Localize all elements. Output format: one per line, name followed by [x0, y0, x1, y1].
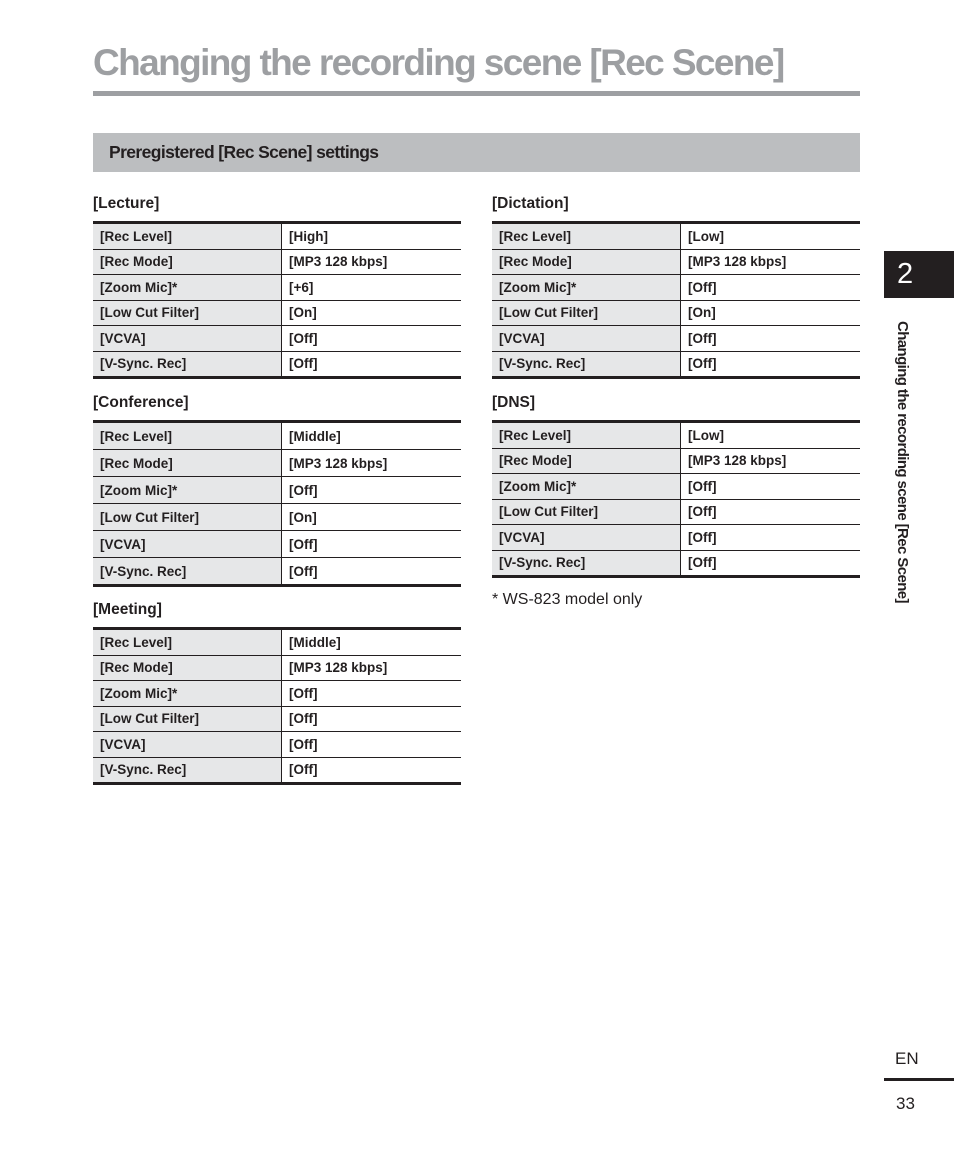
setting-name: [Rec Level]	[93, 223, 282, 250]
settings-table	[93, 420, 461, 587]
setting-name: [VCVA]	[93, 326, 282, 352]
table-row	[492, 275, 860, 301]
setting-value: [MP3 128 kbps]	[681, 249, 861, 275]
language-label: EN	[895, 1049, 919, 1068]
table-row	[492, 351, 860, 378]
settings-table	[93, 627, 461, 785]
table-row	[93, 757, 461, 784]
page-title: Changing the recording scene [Rec Scene]	[93, 42, 784, 83]
setting-name: [Zoom Mic]*	[93, 275, 282, 301]
setting-value: [Off]	[282, 681, 462, 707]
table-row	[93, 732, 461, 758]
setting-name: [Zoom Mic]*	[492, 474, 681, 500]
setting-value: [Off]	[681, 326, 861, 352]
setting-value: [Middle]	[282, 629, 462, 656]
table-row	[492, 525, 860, 551]
chapter-tab	[884, 251, 954, 298]
table-row	[93, 249, 461, 275]
scene-title: [Conference]	[93, 394, 189, 411]
settings-table	[492, 420, 860, 578]
setting-name: [Rec Mode]	[492, 249, 681, 275]
settings-table	[93, 221, 461, 379]
setting-value: [Off]	[282, 477, 462, 504]
setting-name: [Low Cut Filter]	[492, 499, 681, 525]
chapter-number: 2	[897, 258, 914, 290]
setting-name: [VCVA]	[93, 531, 282, 558]
table-row	[93, 706, 461, 732]
table-row	[492, 474, 860, 500]
setting-name: [Low Cut Filter]	[492, 300, 681, 326]
setting-value: [MP3 128 kbps]	[282, 655, 462, 681]
setting-value: [Off]	[282, 732, 462, 758]
table-row	[492, 300, 860, 326]
table-row	[93, 681, 461, 707]
table-row	[93, 655, 461, 681]
setting-name: [V-Sync. Rec]	[93, 558, 282, 586]
setting-value: [Off]	[282, 706, 462, 732]
table-row	[93, 223, 461, 250]
table-row	[93, 504, 461, 531]
setting-value: [Off]	[282, 351, 462, 378]
setting-name: [V-Sync. Rec]	[93, 757, 282, 784]
setting-value: [+6]	[282, 275, 462, 301]
table-row	[492, 550, 860, 577]
setting-value: [Off]	[681, 550, 861, 577]
scene-title: [Dictation]	[492, 195, 569, 212]
footnote: * WS-823 model only	[492, 591, 643, 608]
setting-name: [Rec Level]	[492, 223, 681, 250]
table-row	[93, 300, 461, 326]
table-row	[492, 499, 860, 525]
scene-title: [Meeting]	[93, 601, 162, 618]
setting-name: [Zoom Mic]*	[93, 477, 282, 504]
scene-block-dns	[492, 393, 860, 578]
setting-name: [VCVA]	[492, 525, 681, 551]
setting-name: [V-Sync. Rec]	[93, 351, 282, 378]
setting-value: [Off]	[282, 326, 462, 352]
setting-value: [Off]	[282, 757, 462, 784]
setting-value: [MP3 128 kbps]	[681, 448, 861, 474]
setting-value: [Low]	[681, 422, 861, 449]
setting-value: [On]	[681, 300, 861, 326]
setting-name: [V-Sync. Rec]	[492, 550, 681, 577]
setting-value: [Off]	[681, 499, 861, 525]
setting-name: [Low Cut Filter]	[93, 504, 282, 531]
table-row	[93, 531, 461, 558]
table-row	[93, 450, 461, 477]
table-row	[492, 223, 860, 250]
setting-value: [On]	[282, 300, 462, 326]
setting-name: [Rec Mode]	[492, 448, 681, 474]
setting-value: [On]	[282, 504, 462, 531]
setting-name: [Rec Mode]	[93, 655, 282, 681]
setting-value: [MP3 128 kbps]	[282, 249, 462, 275]
setting-name: [V-Sync. Rec]	[492, 351, 681, 378]
setting-name: [Rec Mode]	[93, 450, 282, 477]
side-chapter-title: Changing the recording scene [Rec Scene]	[894, 321, 911, 603]
table-row	[93, 422, 461, 450]
section-title: Preregistered [Rec Scene] settings	[109, 142, 379, 162]
setting-value: [Off]	[282, 558, 462, 586]
setting-value: [Off]	[681, 474, 861, 500]
scene-block-lecture	[93, 194, 461, 379]
setting-name: [Zoom Mic]*	[93, 681, 282, 707]
scene-title: [Lecture]	[93, 195, 160, 212]
section-header	[93, 133, 860, 172]
setting-value: [Off]	[681, 275, 861, 301]
setting-name: [Rec Level]	[93, 629, 282, 656]
table-row	[93, 351, 461, 378]
setting-name: [Rec Mode]	[93, 249, 282, 275]
table-row	[93, 477, 461, 504]
table-row	[492, 422, 860, 449]
setting-value: [Off]	[681, 525, 861, 551]
setting-name: [Low Cut Filter]	[93, 300, 282, 326]
scene-block-conference	[93, 393, 461, 587]
table-row	[93, 629, 461, 656]
setting-name: [Rec Level]	[93, 422, 282, 450]
setting-value: [Middle]	[282, 422, 462, 450]
setting-value: [Low]	[681, 223, 861, 250]
scene-block-meeting	[93, 600, 461, 785]
setting-value: [High]	[282, 223, 462, 250]
title-underline	[93, 91, 860, 96]
setting-value: [Off]	[282, 531, 462, 558]
table-row	[93, 275, 461, 301]
setting-value: [MP3 128 kbps]	[282, 450, 462, 477]
setting-name: [Rec Level]	[492, 422, 681, 449]
scene-block-dictation	[492, 194, 860, 379]
setting-value: [Off]	[681, 351, 861, 378]
footer-divider	[884, 1078, 954, 1081]
setting-name: [Low Cut Filter]	[93, 706, 282, 732]
setting-name: [Zoom Mic]*	[492, 275, 681, 301]
page-number: 33	[896, 1094, 915, 1113]
table-row	[492, 326, 860, 352]
table-row	[93, 558, 461, 586]
table-row	[492, 448, 860, 474]
setting-name: [VCVA]	[93, 732, 282, 758]
setting-name: [VCVA]	[492, 326, 681, 352]
settings-table	[492, 221, 860, 379]
table-row	[492, 249, 860, 275]
table-row	[93, 326, 461, 352]
scene-title: [DNS]	[492, 394, 536, 411]
